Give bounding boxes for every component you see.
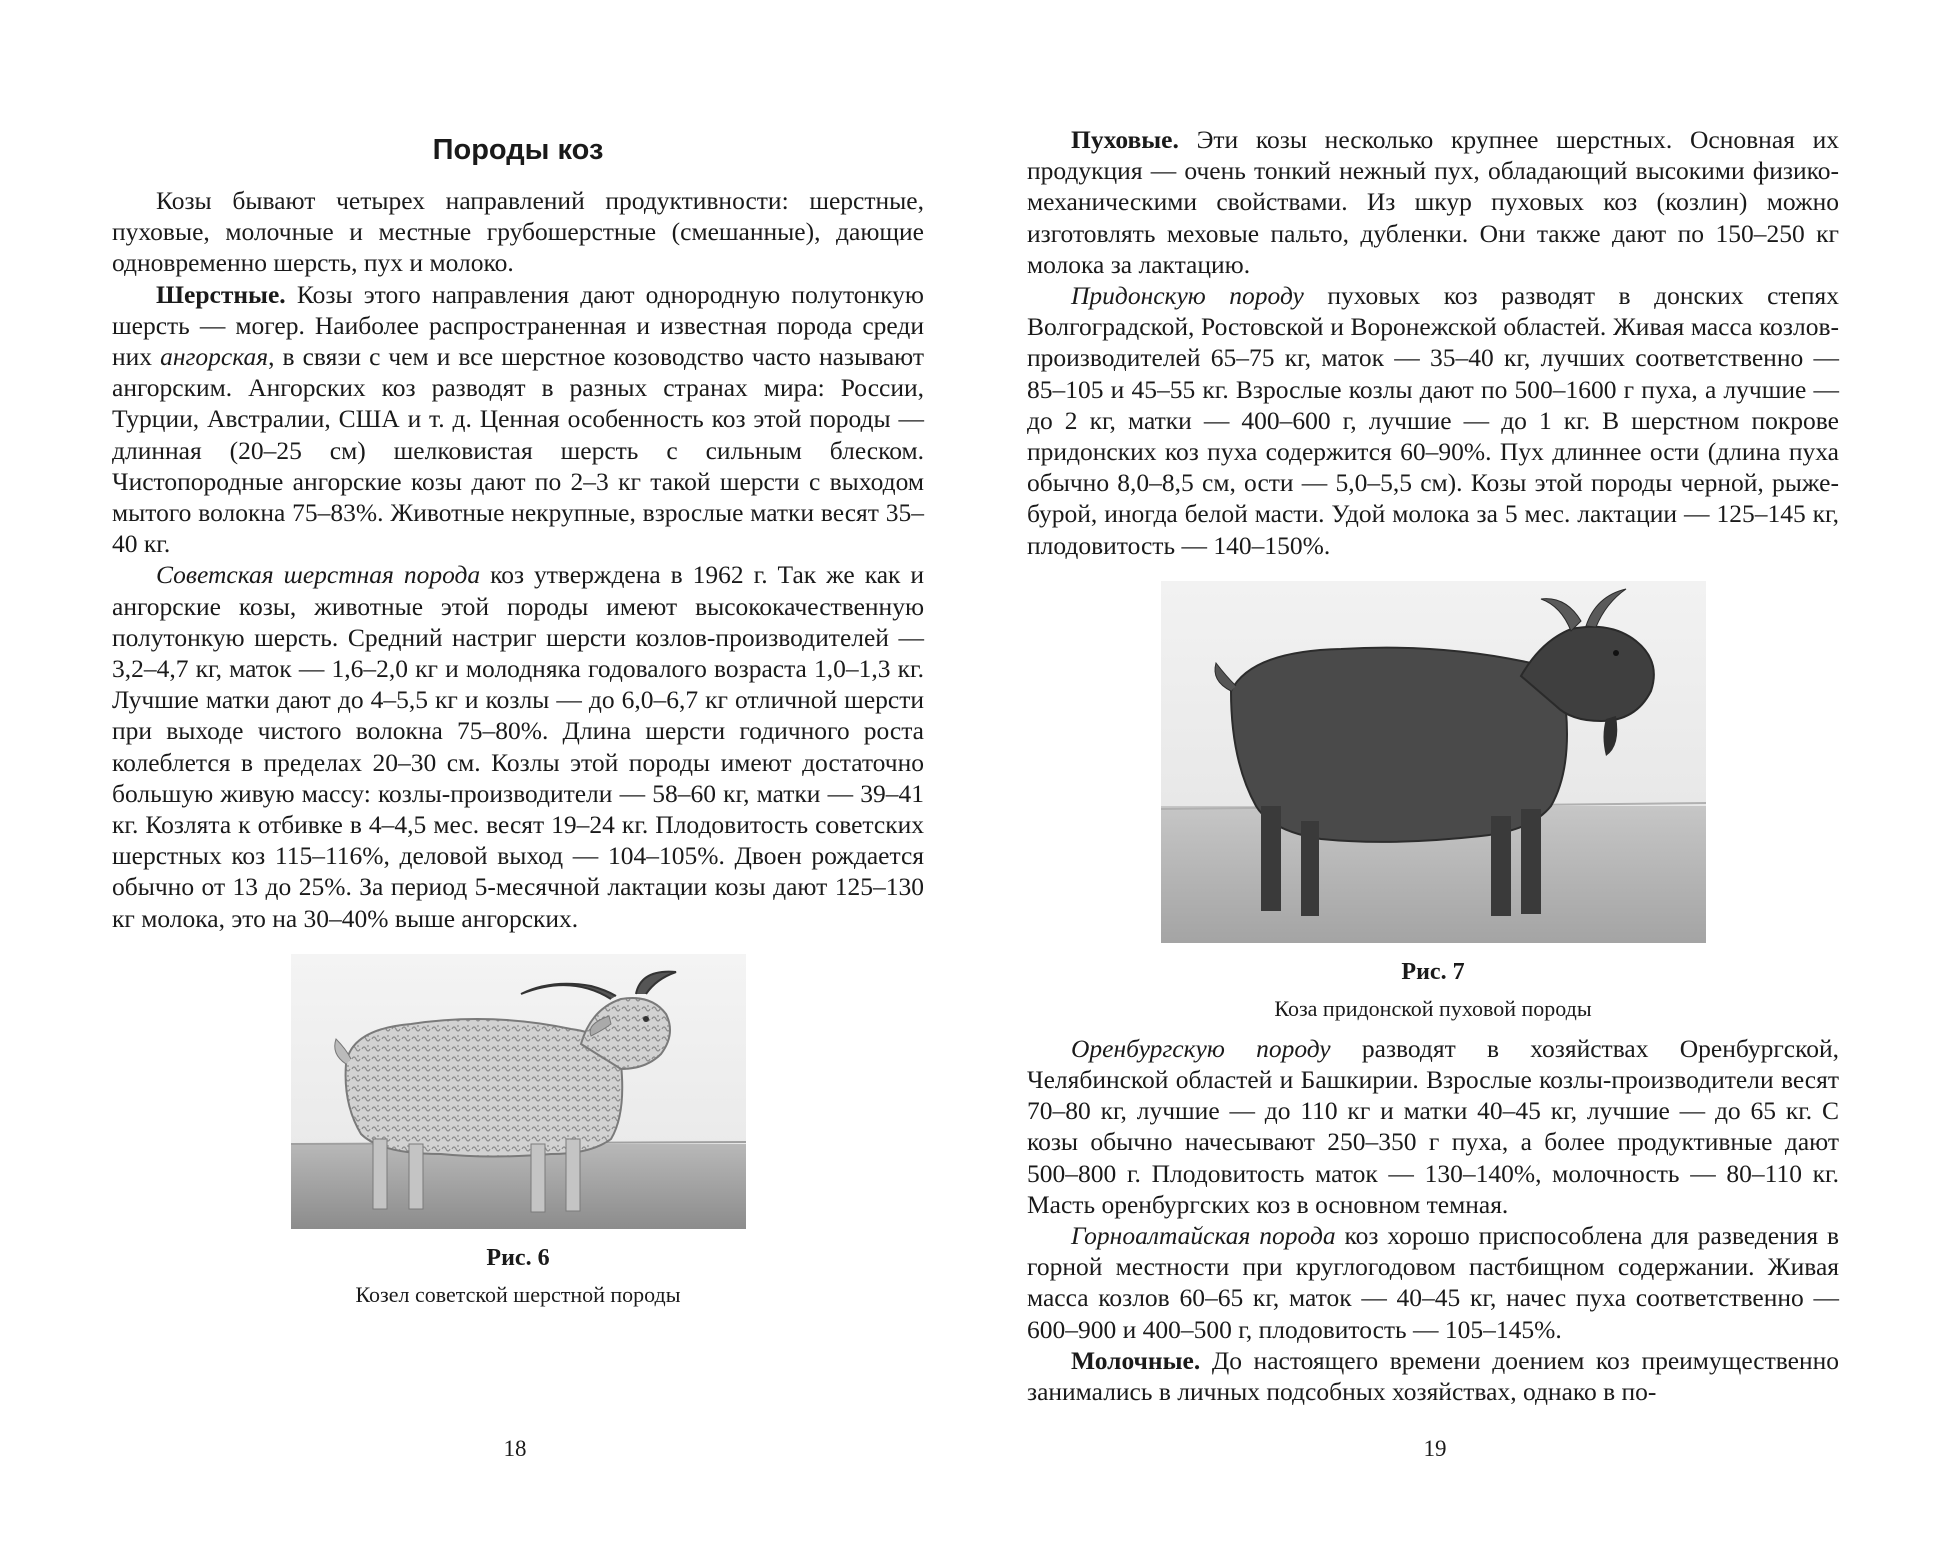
figure-7-label: Рис. 7 — [1401, 958, 1465, 985]
pridonsk-paragraph — [1027, 280, 1839, 561]
figure-7 — [1027, 581, 1839, 1023]
left-column — [112, 128, 924, 1309]
page-number-19: 19 — [1423, 1436, 1447, 1461]
woolly-paragraph — [112, 279, 924, 560]
woolly-text-b: , в связи с чем и все шерстное козоводство часто называют ангорским. Ангорских коз разводят в разных странах мира: России, Турции, Австралии, США и т. д. Ценная особенность коз этой породы — длинная (20–25 см) шелковистая шерсть с сильным блеском. Чистопородные ангорские козы дают по 2–3 кг такой шерсти с выходом мытого волокна 75–83%. Животные некрупные, взрослые матки весят 35–40 кг. — [112, 342, 924, 559]
goat-photo-white-woolly — [291, 954, 746, 1229]
figure-6 — [112, 954, 924, 1309]
page-title: Породы коз — [432, 134, 604, 166]
figure-6-label: Рис. 6 — [486, 1244, 550, 1271]
figure-7-caption: Коза придонской пуховой породы — [1274, 995, 1592, 1021]
goat-photo-dark-downy — [1161, 581, 1706, 943]
pridonsk-term: Придонскую породу — [1071, 281, 1304, 311]
downy-paragraph — [1027, 124, 1839, 280]
dairy-heading: Молочные. — [1071, 1345, 1201, 1375]
soviet-breed-paragraph — [112, 559, 924, 933]
downy-heading: Пуховые. — [1071, 125, 1179, 154]
orenburg-paragraph — [1027, 1033, 1839, 1220]
figure-6-caption: Козел советской шерстной породы — [355, 1281, 681, 1307]
woolly-heading: Шерстные. — [156, 279, 286, 309]
gorno-altai-paragraph — [1027, 1220, 1839, 1345]
orenburg-term: Оренбургскую породу — [1071, 1033, 1331, 1063]
soviet-breed-term: Советская шерстная порода — [156, 560, 481, 590]
woolly-text-a: Козы этого направления дают однородную полутонкую шерсть — могер. Наиболее распространенная и известная порода среди них — [112, 279, 924, 372]
orenburg-text: разводят в хозяйствах Оренбургской, Челябинской областей и Башкирии. Взрослые козлы-производители весят 70–80 кг, лучшие — до 110 кг и матки 40–45 кг, лучшие — до 65 кг. С козы обычно начесывают 250–350 г пуха, а более продуктивные дают 500–800 г. Плодовитость маток — 130–140%, молочность — 80–110 кг. Масть оренбургских коз в основном темная. — [1027, 1033, 1839, 1219]
dairy-paragraph — [1027, 1345, 1839, 1407]
gorno-altai-text: коз хорошо приспособлена для разведения в горной местности при круглогодовом пастбищном содержании. Живая масса козлов 60–65 кг, маток — 40–45 кг, начес пуха соответственно — 600–900 и 400–500 г, плодовитость — 105–145%. — [1027, 1221, 1839, 1344]
pridonsk-text: пуховых коз разводят в донских степях Волгоградской, Ростовской и Воронежской областей. Живая масса козлов-производителей 65–75 кг, маток — 35–40 кг, лучших соответственно — 85–105 и 45–55 кг. Взрослые козлы дают по 500–1600 г пуха, а лучшие — до 2 кг, матки — 400–600 г, лучшие — до 1 кг. В шерстном покрове придонских коз пуха содержится 60–90%. Пух длиннее ости (длина пуха обычно 8,0–8,5 см, ости — 5,0–5,5 см). Козы этой породы черной, рыже-бурой, иногда белой масти. Удой молока за 5 мес. лактации — 125–145 кг, плодовитость — 140–150%. — [1027, 281, 1839, 560]
downy-text: Эти козы несколько крупнее шерстных. Основная их продукция — очень тонкий нежный пух, обладающий высокими физико-механическими свойствами. Из шкур пуховых коз (козлин) можно изготовлять меховые пальто, дубленки. Они также дают по 150–250 кг молока за лактацию. — [1027, 125, 1839, 279]
soviet-breed-text: коз утверждена в 1962 г. Так же как и ангорские козы, животные этой породы имеют высококачественную полутонкую шерсть. Средний настриг шерсти козлов-производителей — 3,2–4,7 кг, маток — 1,6–2,0 кг и молодняка годовалого возраста 1,0–1,3 кг. Лучшие матки дают до 4–5,5 кг и козлы — до 6,0–6,7 кг отличной шерсти при выходе чистого волокна 75–80%. Длина шерсти годичного роста колеблется в пределах 20–30 см. Козлы этой породы имеют достаточно большую живую массу: козлы-производители — 58–60 кг, матки — 39–41 кг. Козлята к отбивке в 4–4,5 мес. весят 19–24 кг. Плодовитость советских шерстных коз 115–116%, деловой выход — 104–105%. Двоен рождается обычно от 13 до 25%. За период 5-месячной лактации козы дают 125–130 кг молока, это на 30–40% выше ангорских. — [112, 560, 925, 933]
right-page — [977, 0, 1954, 1560]
page-number-18: 18 — [503, 1436, 527, 1461]
angora-term: ангорская — [160, 342, 269, 372]
dairy-text: До настоящего времени доением коз преимущественно занимались в личных подсобных хозяйствах, однако в по- — [1027, 1345, 1839, 1407]
intro-paragraph: Козы бывают четырех направлений продуктивности: шерстные, пуховые, молочные и местные грубошерстные (смешанные), дающие одновременно шерсть, пух и молоко. — [112, 186, 924, 278]
right-column — [1027, 124, 1839, 1407]
gorno-altai-term: Горноалтайская порода — [1071, 1221, 1336, 1251]
